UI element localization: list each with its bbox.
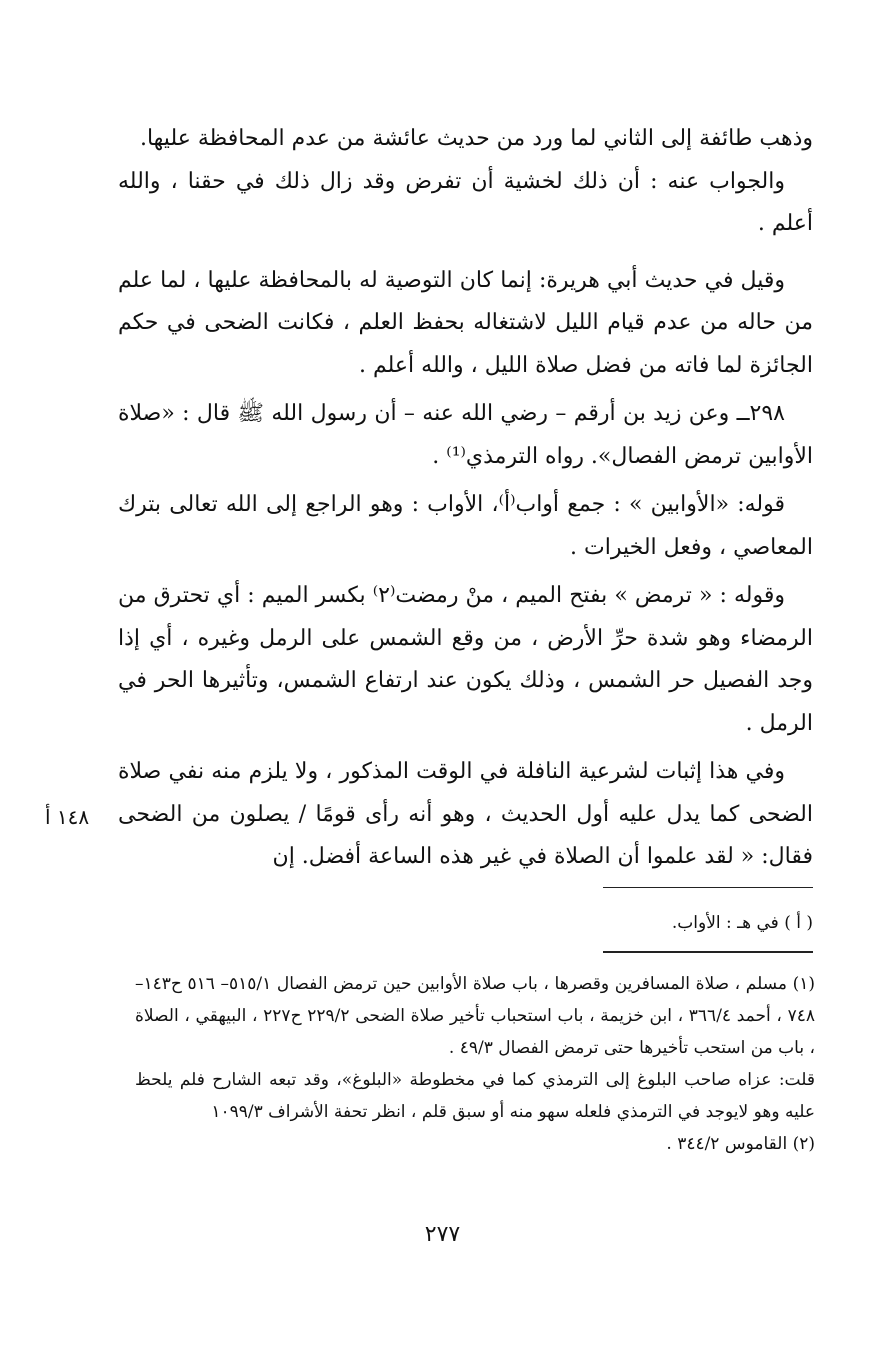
footnote-2: (٢) القاموس ٣٤٤/٢ . xyxy=(666,1134,815,1154)
footnote-1-comment: قلت: عزاه صاحب البلوغ إلى الترمذي كما في مخطوطة «البلوغ»، وقد تبعه الشارح فلم يلحظ عليه وهو لايوجد في الترمذي فلعله سهو منه أو سبق قلم ، انظر تحفة الأشراف ١٠٩٩/٣ xyxy=(135,1070,815,1122)
footnote-divider xyxy=(603,951,813,953)
manuscript-folio-note: ١٤٨ أ xyxy=(45,805,90,829)
paragraph-3: وقيل في حديث أبي هريرة: إنما كان التوصية له بالمحافظة عليها ، لما علم من حاله من عدم قيام الليل لاشتغاله بحفظ العلم ، فكانت الضحى في حكم الجائزة لما فاته من فضل صلاة الليل ، والله أعلم . xyxy=(118,267,813,378)
paragraph-awwabin: قوله: «الأوابين » : جمع أواب⁽أ⁾، الأواب : وهو الراجع إلى الله تعالى بترك المعاصي ، وفعل الخيرات . xyxy=(118,492,813,560)
variant-reading-note: ( أ ) في هـ : الأواب. xyxy=(671,913,813,933)
hadith-298: ٢٩٨ــ وعن زيد بن أرقم – رضي الله عنه – أن رسول الله ﷺ قال : «صلاة الأوابين ترمض الفصال». رواه الترمذي⁽¹⁾ . xyxy=(118,401,813,469)
footnote-1: (١) مسلم ، صلاة المسافرين وقصرها ، باب صلاة الأوابين حين ترمض الفصال ٥١٥/١– ٥١٦ ح١٤٣– ٧٤٨ ، أحمد ٣٦٦/٤ ، ابن خزيمة ، باب استحباب تأخير صلاة الضحى ٢٢٩/٢ ح٢٢٧ ، البيهقي ، الصلاة ، باب من استحب تأخيرها حتى ترمض الفصال ٤٩/٣ . xyxy=(135,974,815,1058)
main-text-block xyxy=(118,118,813,879)
paragraph-ithbat: وفي هذا إثبات لشرعية النافلة في الوقت المذكور ، ولا يلزم منه نفي صلاة الضحى كما يدل عليه أول الحديث ، وهو أنه رأى قومًا / يصلون من الضحى فقال: « لقد علموا أن الصلاة في غير هذه الساعة أفضل. إن xyxy=(118,759,813,869)
paragraph-2: والجواب عنه : أن ذلك لخشية أن تفرض وقد زال ذلك في حقنا ، والله أعلم . xyxy=(118,168,813,236)
paragraph-tarmad: وقوله : « ترمض » بفتح الميم ، منْ رمضت⁽٢⁾ بكسر الميم : أي تحترق من الرمضاء وهو شدة حرِّ الأرض ، من وقع الشمس على الرمل وغيره ، أي إذا وجد الفصيل حر الشمس ، وذلك يكون عند ارتفاع الشمس، وتأثيرها الحر في الرمل . xyxy=(118,583,813,736)
paragraph-1: وذهب طائفة إلى الثاني لما ورد من حديث عائشة من عدم المحافظة عليها. xyxy=(139,126,813,151)
footnotes xyxy=(135,968,815,1160)
text-footnote-divider xyxy=(603,887,813,888)
page-number: ٢٧٧ xyxy=(424,1222,461,1247)
